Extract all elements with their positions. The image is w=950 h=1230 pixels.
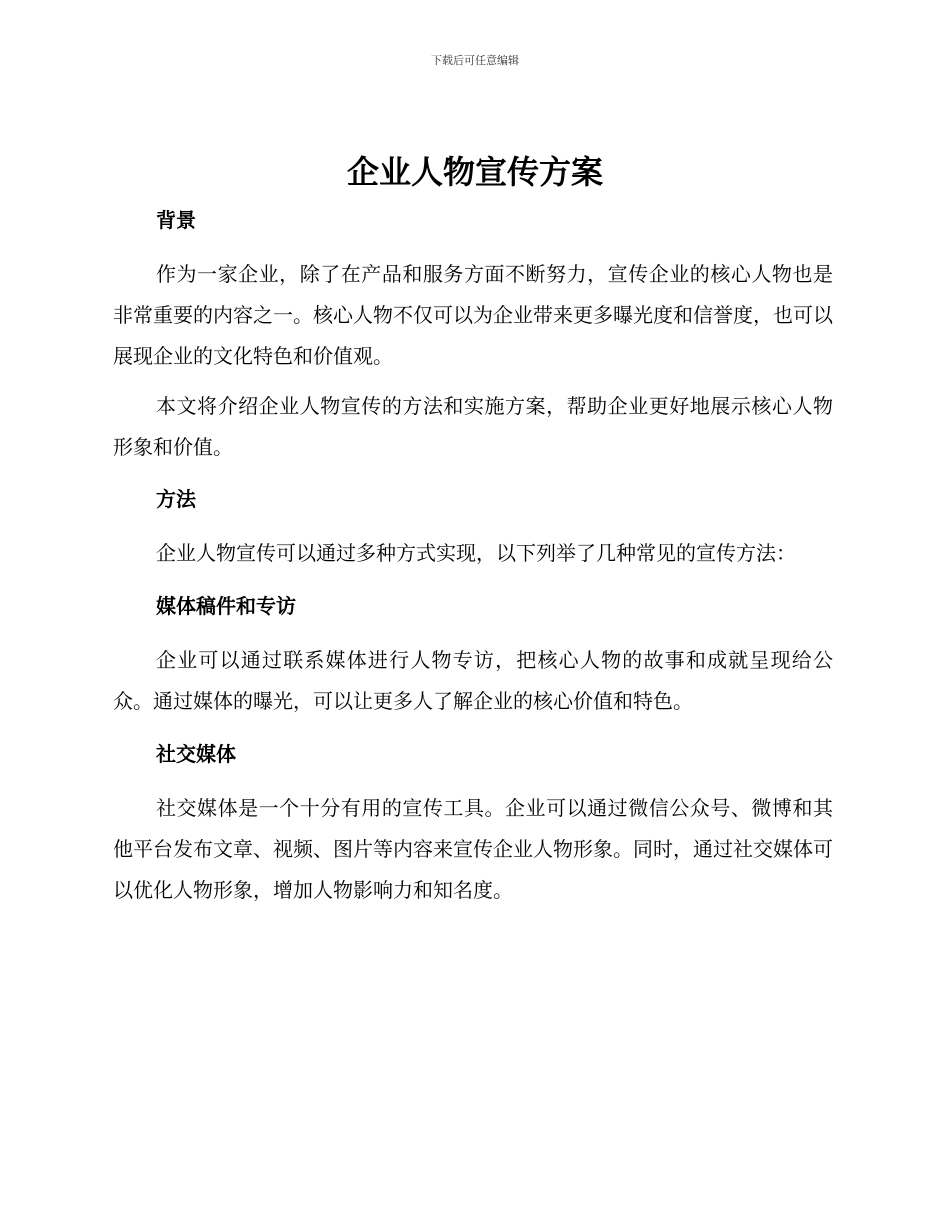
paragraph: 本文将介绍企业人物宣传的方法和实施方案，帮助企业更好地展示核心人物形象和价值。 <box>113 394 833 459</box>
page-header: 下载后可任意编辑 <box>431 54 519 67</box>
document-body <box>113 205 833 911</box>
paragraph: 企业人物宣传可以通过多种方式实现，以下列举了几种常见的宣传方法： <box>156 541 796 565</box>
paragraph: 社交媒体是一个十分有用的宣传工具。企业可以通过微信公众号、微博和其他平台发布文章、视频、图片等内容来宣传企业人物形象。同时，通过社交媒体可以优化人物形象，增加人物影响力和知名度。 <box>113 796 833 902</box>
paragraph: 企业可以通过联系媒体进行人物专访，把核心人物的故事和成就呈现给公众。通过媒体的曝光，可以让更多人了解企业的核心价值和特色。 <box>113 648 833 713</box>
section-heading-method: 方法 <box>156 487 196 511</box>
section-heading-social: 社交媒体 <box>156 742 236 766</box>
document-title: 企业人物宣传方案 <box>346 153 603 191</box>
paragraph: 作为一家企业，除了在产品和服务方面不断努力，宣传企业的核心人物也是非常重要的内容之一。核心人物不仅可以为企业带来更多曝光度和信誉度，也可以展现企业的文化特色和价值观。 <box>113 262 833 368</box>
section-heading-media: 媒体稿件和专访 <box>156 594 296 618</box>
section-heading-background: 背景 <box>156 208 196 232</box>
